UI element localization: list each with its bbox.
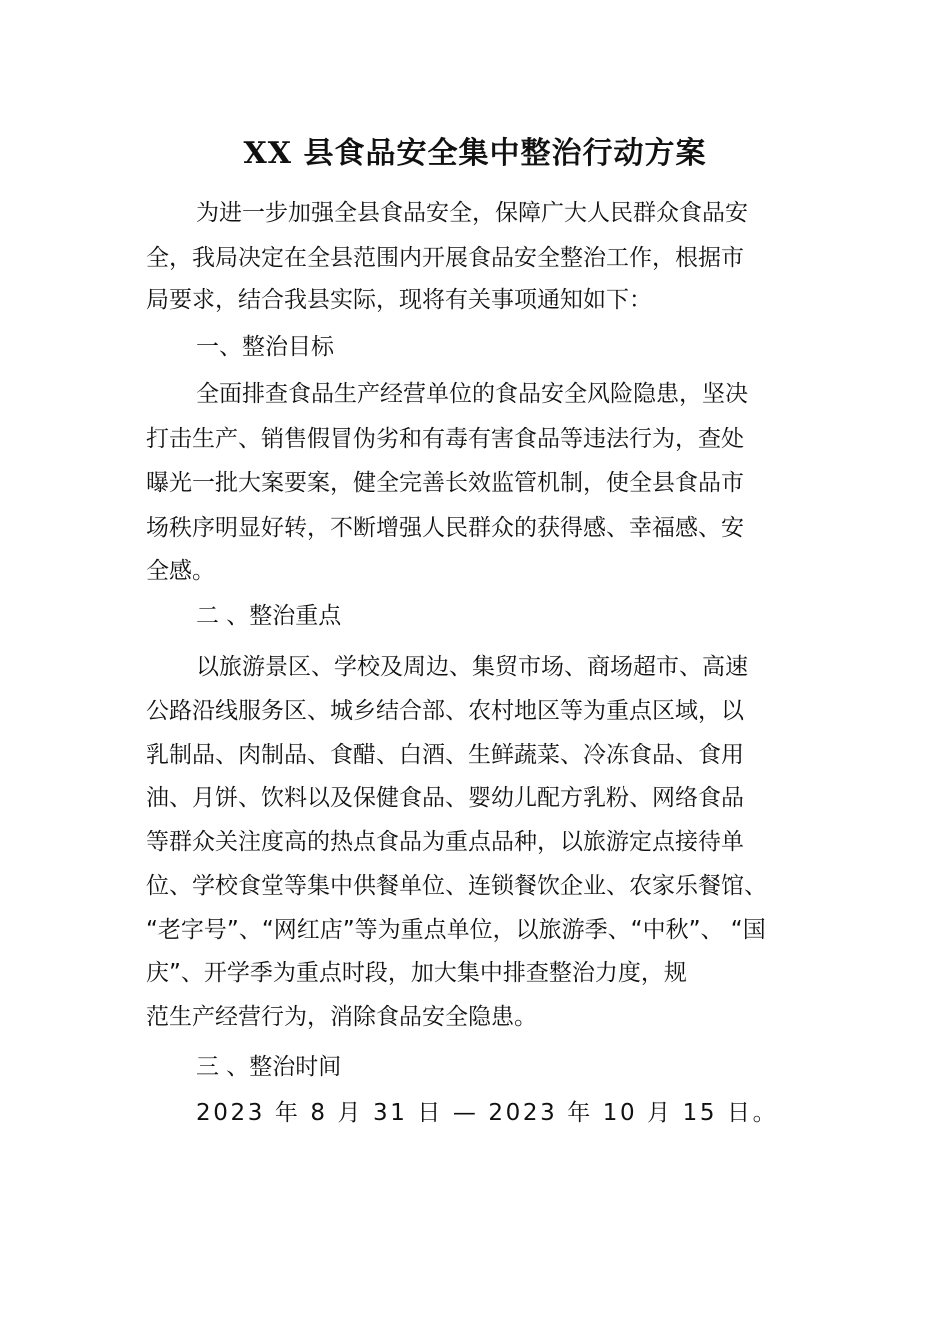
- section2-line-7: “老字号”、“网红店”等为重点单位，以旅游季、“中秋”、 “国: [146, 917, 766, 943]
- section2-line-8: 庆”、开学季为重点时段，加大集中排查整治力度，规: [146, 960, 687, 986]
- section2-line-4: 油、月饼、饮料以及保健食品、婴幼儿配方乳粉、网络食品: [146, 785, 744, 811]
- section2-line-1: 以旅游景区、学校及周边、集贸市场、商场超市、高速: [196, 654, 748, 680]
- section2-line-3: 乳制品、肉制品、食醋、白酒、生鲜蔬菜、冷冻食品、食用: [146, 742, 744, 768]
- intro-line-2: 全，我局决定在全县范围内开展食品安全整治工作，根据市: [146, 245, 744, 271]
- section2-line-9: 范生产经营行为，消除食品安全隐患。: [146, 1004, 537, 1030]
- section2-line-6: 位、学校食堂等集中供餐单位、连锁餐饮企业、农家乐餐馆、: [146, 873, 767, 899]
- intro-line-3: 局要求，结合我县实际，现将有关事项通知如下：: [146, 287, 652, 313]
- intro-line-1: 为进一步加强全县食品安全，保障广大人民群众食品安: [196, 200, 748, 226]
- section3-date-range: 2023 年 8 月 31 日 — 2023 年 10 月 15 日。: [196, 1100, 779, 1126]
- section1-line-5: 全感。: [146, 558, 215, 584]
- section1-line-1: 全面排查食品生产经营单位的食品安全风险隐患，坚决: [196, 381, 748, 407]
- section2-heading: 二 、整治重点: [196, 603, 342, 629]
- section2-line-5: 等群众关注度高的热点食品为重点品种，以旅游定点接待单: [146, 829, 744, 855]
- section1-line-3: 曝光一批大案要案，健全完善长效监管机制，使全县食品市: [146, 470, 744, 496]
- section1-line-2: 打击生产、销售假冒伪劣和有毒有害食品等违法行为，查处: [146, 426, 744, 452]
- section1-heading: 一、整治目标: [196, 334, 334, 360]
- document-title: XX 县食品安全集中整治行动方案: [243, 136, 707, 171]
- section3-heading: 三 、整治时间: [196, 1054, 342, 1080]
- section2-line-2: 公路沿线服务区、城乡结合部、农村地区等为重点区域，以: [146, 698, 744, 724]
- section1-line-4: 场秩序明显好转，不断增强人民群众的获得感、幸福感、安: [146, 515, 744, 541]
